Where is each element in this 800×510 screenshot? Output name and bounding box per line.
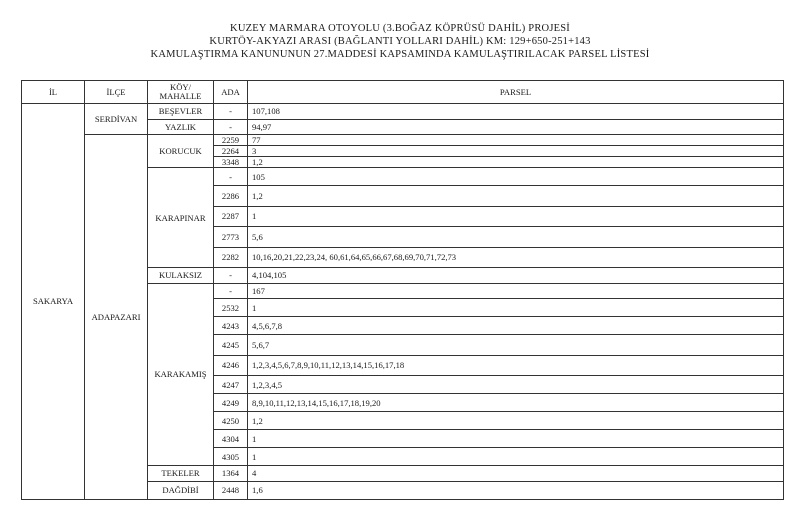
parsel-cell: 1,2: [248, 186, 784, 207]
parsel-cell: 77: [248, 135, 784, 146]
col-header-koy: KÖY/ MAHALLE: [148, 81, 214, 104]
col-header-parsel: PARSEL: [248, 81, 784, 104]
village-cell-yazlik: YAZLIK: [148, 119, 214, 135]
ada-cell: 4243: [214, 317, 248, 335]
parsel-cell: 1,2: [248, 412, 784, 430]
parcel-table: [21, 80, 784, 500]
parsel-cell: 4,104,105: [248, 268, 784, 284]
ada-cell: 3348: [214, 157, 248, 168]
parsel-cell: 10,16,20,21,22,23,24, 60,61,64,65,66,67,68,69,70,71,72,73: [248, 247, 784, 268]
col-header-il: İL: [22, 81, 85, 104]
village-cell-korucuk: KORUCUK: [148, 135, 214, 168]
parsel-cell: 1: [248, 299, 784, 317]
parsel-cell: 1: [248, 448, 784, 466]
parsel-cell: 1,2: [248, 157, 784, 168]
ada-cell: 2773: [214, 227, 248, 248]
parsel-cell: 4: [248, 466, 784, 482]
province-cell: SAKARYA: [22, 104, 85, 500]
ada-cell: 2532: [214, 299, 248, 317]
parsel-cell: 105: [248, 168, 784, 186]
parsel-cell: 1: [248, 206, 784, 227]
ada-cell: 2287: [214, 206, 248, 227]
parsel-cell: 94,97: [248, 119, 784, 135]
village-cell-besevler: BEŞEVLER: [148, 104, 214, 120]
table-header-row: [22, 81, 784, 104]
district-cell-serdivan: SERDİVAN: [85, 104, 148, 135]
village-cell-dagdibi: DAĞDİBİ: [148, 481, 214, 499]
parsel-cell: 107,108: [248, 104, 784, 120]
title-line-2: KURTÖY-AKYAZI ARASI (BAĞLANTI YOLLARI DAHİL) KM: 129+650-251+143: [209, 36, 591, 47]
ada-cell: 2448: [214, 481, 248, 499]
ada-cell: 4246: [214, 355, 248, 376]
ada-cell: 4249: [214, 394, 248, 412]
ada-cell: 2286: [214, 186, 248, 207]
ada-cell: -: [214, 104, 248, 120]
ada-cell: 4304: [214, 430, 248, 448]
table-row: [22, 135, 784, 146]
col-header-ada: ADA: [214, 81, 248, 104]
title-line-1: KUZEY MARMARA OTOYOLU (3.BOĞAZ KÖPRÜSÜ DAHİL) PROJESİ: [230, 23, 570, 34]
col-header-ilce: İLÇE: [85, 81, 148, 104]
parsel-cell: 8,9,10,11,12,13,14,15,16,17,18,19,20: [248, 394, 784, 412]
village-cell-karakamis: KARAKAMIŞ: [148, 283, 214, 466]
parsel-cell: 167: [248, 283, 784, 299]
ada-cell: -: [214, 268, 248, 284]
village-cell-tekeler: TEKELER: [148, 466, 214, 482]
ada-cell: 4247: [214, 376, 248, 394]
ada-cell: 2264: [214, 146, 248, 157]
ada-cell: 4305: [214, 448, 248, 466]
ada-cell: 1364: [214, 466, 248, 482]
parsel-cell: 4,5,6,7,8: [248, 317, 784, 335]
title-line-3: KAMULAŞTIRMA KANUNUNUN 27.MADDESİ KAPSAMINDA KAMULAŞTIRILACAK PARSEL LİSTESİ: [150, 49, 650, 60]
district-cell-adapazari: ADAPAZARI: [85, 135, 148, 500]
document-header: [0, 0, 800, 61]
parsel-cell: 1,2,3,4,5: [248, 376, 784, 394]
table-row: [22, 104, 784, 120]
parsel-cell: 5,6: [248, 227, 784, 248]
parsel-cell: 1,2,3,4,5,6,7,8,9,10,11,12,13,14,15,16,17,18: [248, 355, 784, 376]
ada-cell: 4250: [214, 412, 248, 430]
ada-cell: -: [214, 119, 248, 135]
parsel-cell: 5,6,7: [248, 335, 784, 356]
ada-cell: -: [214, 283, 248, 299]
parsel-cell: 1,6: [248, 481, 784, 499]
ada-cell: -: [214, 168, 248, 186]
ada-cell: 2282: [214, 247, 248, 268]
village-cell-kulaksiz: KULAKSIZ: [148, 268, 214, 284]
ada-cell: 2259: [214, 135, 248, 146]
ada-cell: 4245: [214, 335, 248, 356]
parsel-cell: 1: [248, 430, 784, 448]
village-cell-karapinar: KARAPINAR: [148, 168, 214, 268]
parsel-cell: 3: [248, 146, 784, 157]
